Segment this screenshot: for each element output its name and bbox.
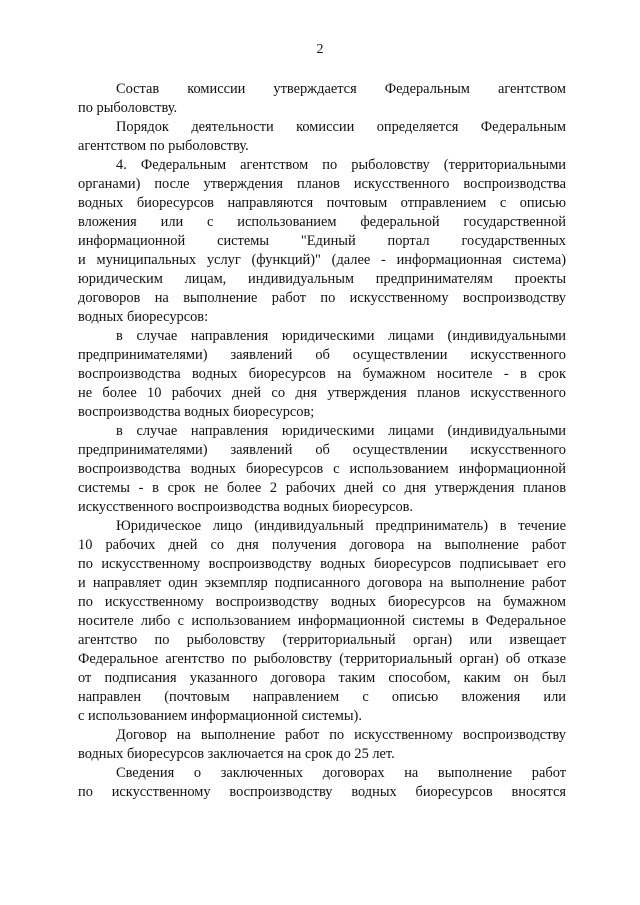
paragraph-line: Порядок деятельности комиссии определяется Федеральным — [116, 119, 566, 135]
paragraph-line: воспроизводства водных биоресурсов с использованием информационной — [78, 461, 566, 477]
paragraph-line: носителе либо с использованием информационной системы в Федеральное — [78, 613, 566, 629]
paragraph-line: с использованием информационной системы). — [78, 708, 362, 724]
paragraph-line: в случае направления юридическими лицами (индивидуальными — [116, 423, 566, 439]
paragraph-line: в случае направления юридическими лицами (индивидуальными — [116, 328, 566, 344]
paragraph-line: не более 10 рабочих дней со дня утверждения планов искусственного — [78, 385, 566, 401]
paragraph-line: по искусственному воспроизводству водных биоресурсов на бумажном — [78, 594, 566, 610]
paragraph-line: договоров на выполнение работ по искусственному воспроизводству — [78, 290, 566, 306]
paragraph-line: юридическим лицам, индивидуальным предпринимателям проекты — [78, 271, 566, 287]
paragraph-line: Федеральное агентство по рыболовству (территориальный орган) об отказе — [78, 651, 566, 667]
paragraph-line: водных биоресурсов направляются почтовым отправлением с описью — [78, 195, 566, 211]
paragraph-line: и направляет один экземпляр подписанного договора на выполнение работ — [78, 575, 566, 591]
paragraph-line: водных биоресурсов заключается на срок до 25 лет. — [78, 746, 395, 762]
paragraph-line: Сведения о заключенных договорах на выполнение работ — [116, 765, 566, 781]
paragraph-line: информационной системы "Единый портал государственных — [78, 233, 566, 249]
paragraph-line: Состав комиссии утверждается Федеральным агентством — [116, 81, 566, 97]
page-number: 2 — [316, 42, 324, 57]
paragraph-line: Юридическое лицо (индивидуальный предприниматель) в течение — [116, 518, 566, 534]
paragraph-line: от подписания указанного договора таким способом, каким он был — [78, 670, 566, 686]
paragraph-line: предпринимателями) заявлений об осуществлении искусственного — [78, 442, 566, 458]
paragraph-line: предпринимателями) заявлений об осуществлении искусственного — [78, 347, 566, 363]
paragraph-line: 10 рабочих дней со дня получения договора на выполнение работ — [78, 537, 566, 553]
paragraph-line: 4. Федеральным агентством по рыболовству (территориальными — [116, 157, 566, 173]
paragraph-line: и муниципальных услуг (функций)" (далее - информационная система) — [78, 252, 566, 268]
paragraph-line: вложения или с использованием федеральной государственной — [78, 214, 566, 230]
paragraph-line: Договор на выполнение работ по искусственному воспроизводству — [116, 727, 566, 743]
paragraph-line: воспроизводства водных биоресурсов; — [78, 404, 315, 420]
paragraph-line: водных биоресурсов: — [78, 309, 209, 325]
paragraph-line: направлен (почтовым направлением с описью вложения или — [78, 689, 566, 705]
paragraph-line: искусственного воспроизводства водных биоресурсов. — [78, 499, 414, 515]
paragraph-line: системы - в срок не более 2 рабочих дней со дня утверждения планов — [78, 480, 566, 496]
paragraph-line: органами) после утверждения планов искусственного воспроизводства — [78, 176, 566, 192]
paragraph-line: агентством по рыболовству. — [78, 138, 249, 154]
paragraph-line: воспроизводства водных биоресурсов на бумажном носителе - в срок — [78, 366, 566, 382]
paragraph-line: агентство по рыболовству (территориальный орган) или извещает — [78, 632, 566, 648]
paragraph-line: по искусственному воспроизводству водных биоресурсов подписывает его — [78, 556, 566, 572]
paragraph-line: по искусственному воспроизводству водных биоресурсов вносятся — [78, 784, 566, 800]
paragraph-line: по рыболовству. — [78, 100, 178, 116]
